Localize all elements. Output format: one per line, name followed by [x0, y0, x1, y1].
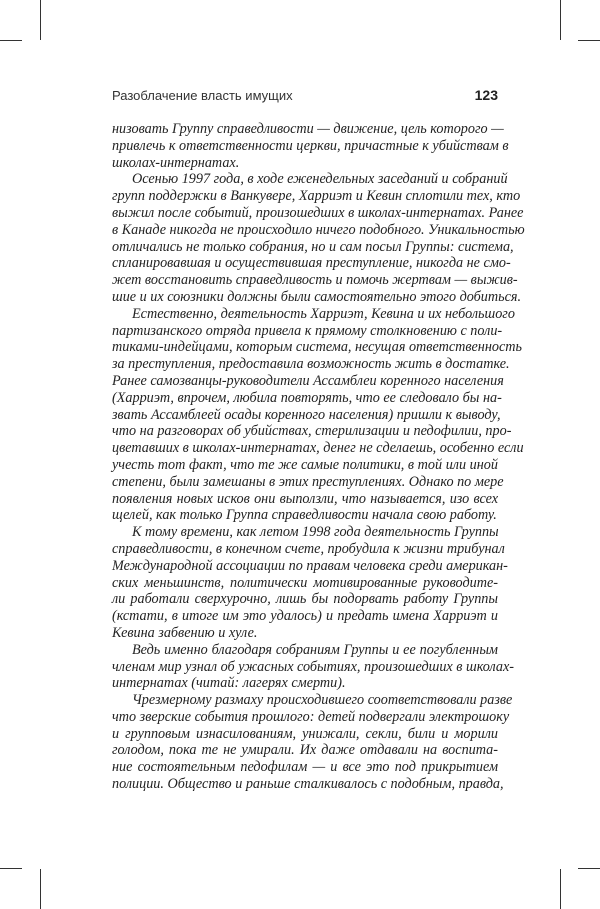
- text-line: Ведь именно благодаря собраниям Группы и ее погубленным: [132, 641, 498, 658]
- text-line: в Канаде никогда не происходило ничего подобного. Уникальностью: [112, 221, 525, 238]
- text-line: (кстати, в итоге им это удалось) и предать имена Харриэт и: [112, 608, 498, 625]
- text-line: Естественно, деятельность Харриэт, Кевина и их небольшого: [132, 305, 515, 322]
- text-line: интернатах (читай: лагерях смерти).: [112, 675, 346, 692]
- text-line: ских меньшинств, политически мотивированные руководите-: [112, 574, 498, 591]
- text-line: полиции. Общество и раньше сталкивалось с подобным, правда,: [112, 776, 504, 793]
- text-line: Кевина забвению и хуле.: [112, 624, 258, 641]
- crop-mark: [578, 40, 600, 41]
- text-line: групп поддержки в Ванкувере, Харриэт и Кевин сплотили тех, кто: [112, 188, 521, 205]
- text-line: что на разговорах об убийствах, стерилизации и педофилии, про-: [112, 423, 512, 440]
- paragraph: [112, 121, 509, 171]
- text-line: спланировавшая и осуществившая преступление, никогда не смо-: [112, 255, 511, 272]
- running-title: Разоблачение власть имущих: [112, 88, 293, 103]
- text-line: низовать Группу справедливости — движение, цель которого —: [112, 121, 504, 137]
- page-header: [112, 87, 498, 107]
- text-line: К тому времени, как летом 1998 года деятельность Группы: [132, 524, 499, 541]
- text-line: Международной ассоциации по правам человека среди американ-: [112, 557, 508, 574]
- crop-mark: [560, 0, 561, 40]
- text-line: степени, были замешаны в этих преступлениях. Однако по мере: [112, 473, 504, 490]
- text-line: (Харриэт, впрочем, любила повторять, что ее следовало бы на-: [112, 389, 502, 406]
- crop-mark: [0, 40, 22, 41]
- paragraph: [112, 641, 515, 692]
- paragraph: [112, 305, 524, 524]
- text-line: ли работали сверхурочно, лишь бы подорвать работу Группы: [112, 591, 498, 608]
- crop-mark: [40, 0, 41, 40]
- crop-mark: [40, 869, 41, 909]
- text-line: выжил после событий, произошедших в школах-интернатах. Ранее: [112, 204, 524, 221]
- text-line: справедливости, в конечном счете, пробудила к жизни трибунал: [112, 540, 505, 557]
- crop-mark: [578, 868, 600, 869]
- text-line: цветавших в школах-интернатах, денег не сделаешь, особенно если: [112, 440, 524, 457]
- page-number: 123: [474, 87, 498, 103]
- text-line: жет восстановить справедливость и помочь жертвам — выжив-: [112, 272, 518, 289]
- text-line: тиками-индейцами, которым система, несущая ответственность: [112, 339, 522, 356]
- crop-mark: [560, 869, 561, 909]
- text-line: и групповым изнасилованиям, унижали, секли, били и морили: [112, 725, 498, 742]
- text-line: голодом, пока те не умирали. Их даже отдавали на воспита-: [112, 742, 498, 759]
- paragraph: [112, 524, 508, 642]
- paragraph: [112, 171, 525, 305]
- text-line: что зверские события прошлого: детей подвергали электрошоку: [112, 708, 510, 725]
- text-line: появления новых исков они выползли, что называется, изо всех: [112, 490, 498, 507]
- text-line: Чрезмерному размаху происходившего соответствовали разве: [132, 692, 513, 709]
- text-line: школах-интернатах.: [112, 154, 240, 171]
- text-line: партизанского отряда привела к прямому столкновению с поли-: [112, 322, 503, 339]
- text-line: отличались не только собрания, но и сам посыл Группы: система,: [112, 238, 514, 255]
- text-line: членам мир узнал об ужасных событиях, произошедших в школах-: [112, 658, 515, 675]
- text-line: ние состоятельным педофилам — и все это под прикрытием: [112, 759, 498, 776]
- text-line: привлечь к ответственности церкви, причастные к убийствам в: [112, 137, 509, 154]
- text-line: Ранее самозванцы-руководители Ассамблеи коренного населения: [112, 372, 504, 389]
- crop-mark: [0, 868, 22, 869]
- text-line: звать Ассамблеей осады коренного населения) пришли к выводу,: [112, 406, 501, 423]
- text-line: щелей, как только Группа справедливости начала свою работу.: [112, 507, 497, 524]
- paragraph: [112, 692, 513, 793]
- text-line: шие и их союзники должны были самостоятельно этого добиться.: [112, 288, 522, 305]
- text-line: учесть тот факт, что те же самые политики, в той или иной: [112, 456, 498, 473]
- page-body: [112, 121, 525, 793]
- text-line: Осенью 1997 года, в ходе еженедельных заседаний и собраний: [132, 171, 508, 188]
- text-line: за преступления, предоставила возможность жить в достатке.: [112, 356, 510, 373]
